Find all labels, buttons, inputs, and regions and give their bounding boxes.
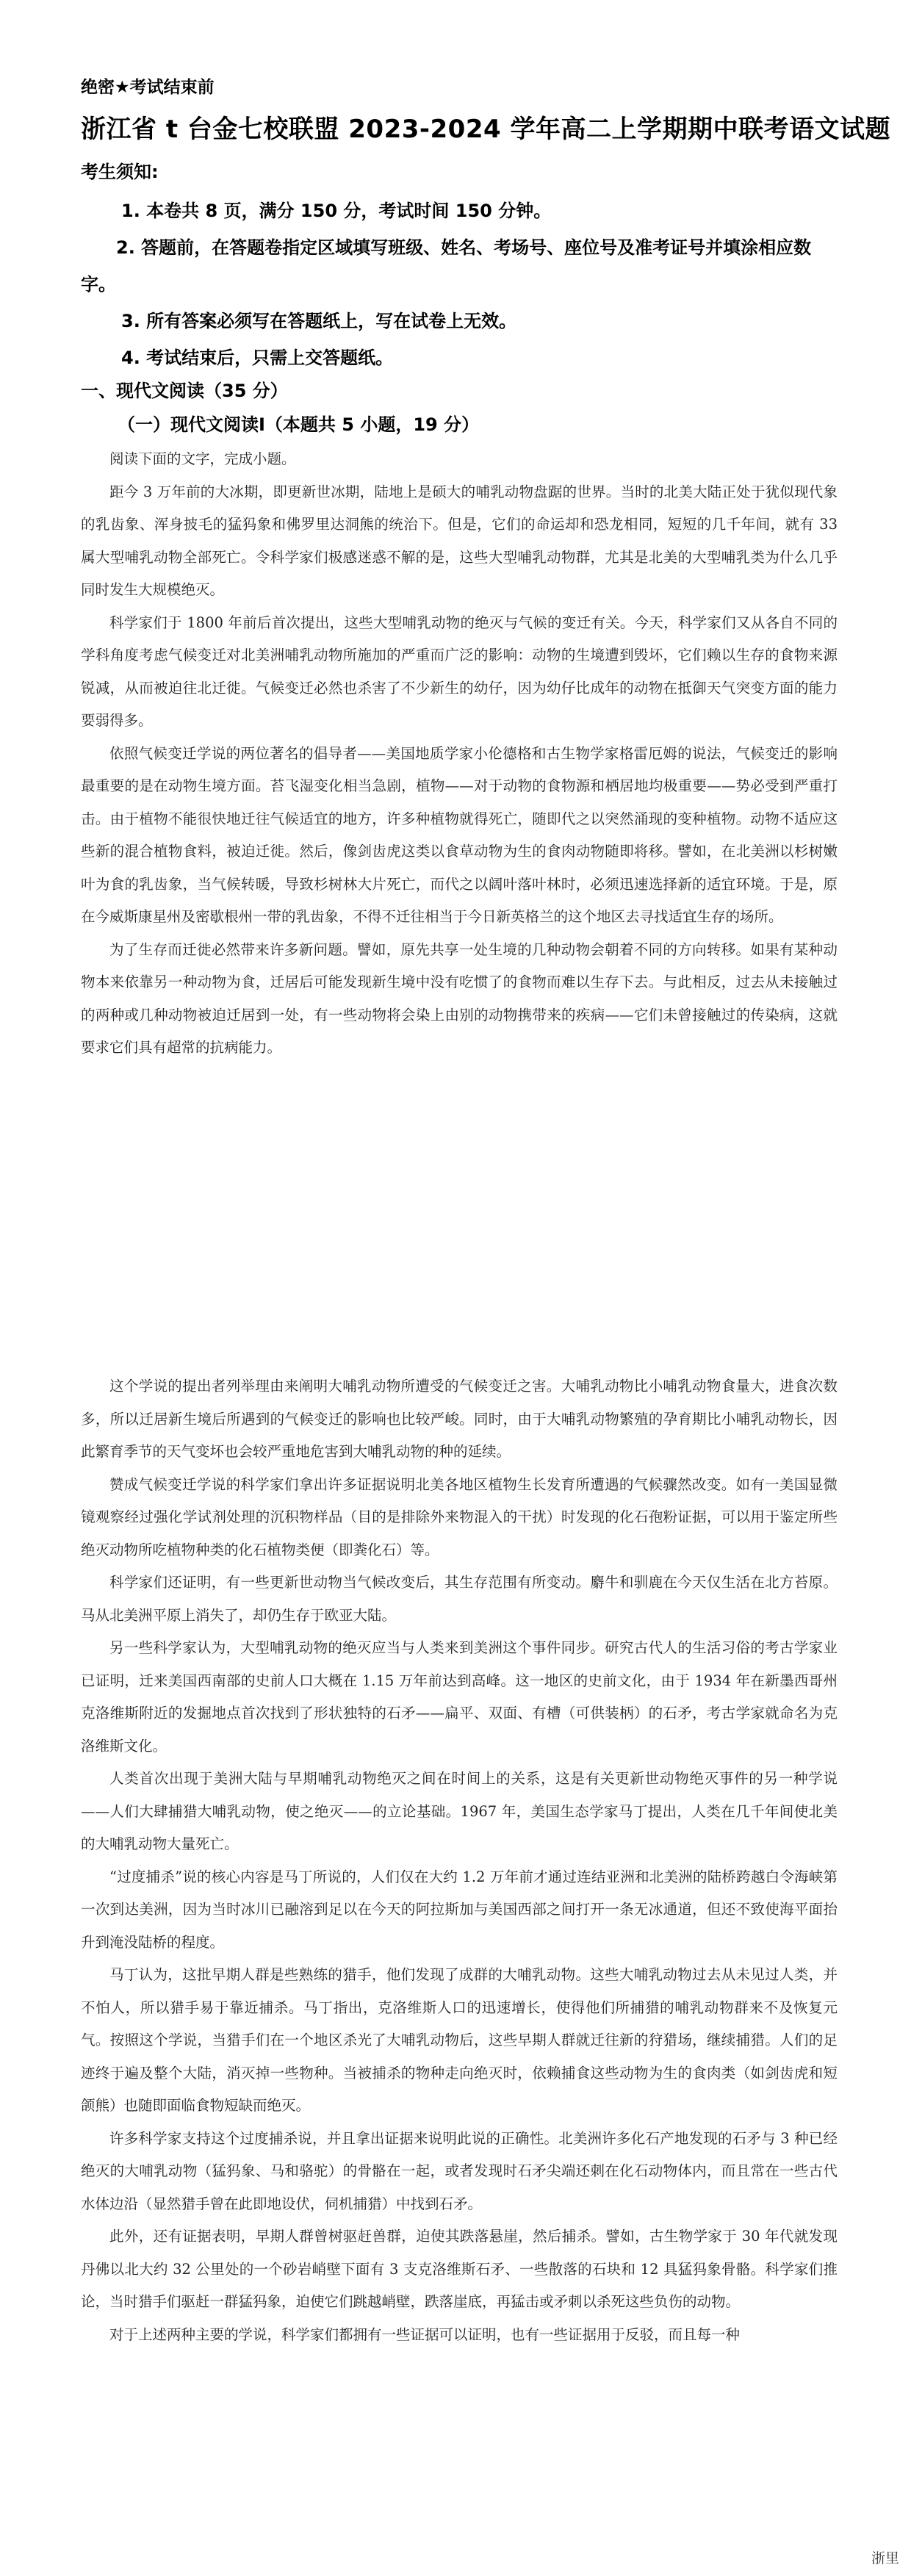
passage-paragraph: 依照气候变迁学说的两位著名的倡导者——美国地质学家小伦德格和古生物学家格雷厄姆的说法，气候变迁的影响最重要的是在动物生境方面。苔飞湿变化相当急剧，植物——对于动物的食物源和栖居地均极重要——势必受到严重打击。由于植物不能很快地迁往气候适宜的地方，许多种植物就得死亡，随即代之以突然涌现的变种植物。动物不适应这些新的混合植物食料，被迫迁徙。然后，像剑齿虎这类以食草动物为生的食肉动物随即将移。譬如，在北美洲以杉树嫩叶为食的乳齿象，当气候转暖，导致杉树林大片死亡，而代之以阔叶落叶林时，必须迅速选择新的适宜环境。于是，原在今威斯康星州及密歇根州一带的乳齿象，不得不迁往相当于今日新英格兰的这个地区去寻找适宜生存的场所。 (81, 744, 838, 925)
section-subheading: （一）现代文阅读Ⅰ（本题共 5 小题，19 分） (118, 414, 480, 435)
passage-part-2 (81, 1370, 838, 2351)
footer-watermark: 浙里 (871, 2550, 899, 2566)
notice-item: 2. 答题前，在答题卷指定区域填写班级、姓名、考场号、座位号及准考证号并填涂相应数字。 (81, 237, 812, 295)
passage-paragraph: 人类首次出现于美洲大陆与早期哺乳动物绝灭之间在时间上的关系，这是有关更新世动物绝灭事件的另一种学说——人们大肆捕猎大哺乳动物，使之绝灭——的立论基础。1967 年，美国生态学家马丁提出，人类在几千年间使北美的大哺乳动物大量死亡。 (81, 1770, 838, 1852)
passage-part-1 (81, 443, 838, 1065)
passage-paragraph: 科学家们还证明，有一些更新世动物当气候改变后，其生存范围有所变动。麝牛和驯鹿在今天仅生活在北方苔原。马从北美洲平原上消失了，却仍生存于欧亚大陆。 (81, 1574, 838, 1624)
notice-item: 1. 本卷共 8 页，满分 150 分，考试时间 150 分钟。 (121, 201, 552, 221)
passage-paragraph: 对于上述两种主要的学说，科学家们都拥有一些证据可以证明，也有一些证据用于反驳，而且每一种 (109, 2325, 741, 2343)
passage-paragraph: 为了生存而迁徙必然带来许多新问题。譬如，原先共享一处生境的几种动物会朝着不同的方向转移。如果有某种动物本来依靠另一种动物为食，迁居后可能发现新生境中没有吃惯了的食物而难以生存下去。与此相反，过去从未接触过的两种或几种动物被迫迁居到一处，有一些动物将会染上由别的动物携带来的疾病——它们未曾接触过的传染病，这就要求它们具有超常的抗病能力。 (81, 940, 838, 1056)
notice-item: 3. 所有答案必须写在答题纸上，写在试卷上无效。 (121, 311, 517, 331)
passage-paragraph: 这个学说的提出者列举理由来阐明大哺乳动物所遭受的气候变迁之害。大哺乳动物比小哺乳动物食量大，进食次数多，所以迁居新生境后所遇到的气候变迁的影响也比较严峻。同时，由于大哺乳动物繁殖的孕育期比小哺乳动物长，因此繁育季节的天气变坏也会较严重地危害到大哺乳动物的种的延续。 (81, 1378, 838, 1460)
notice-item: 4. 考试结束后，只需上交答题纸。 (121, 348, 394, 368)
passage-paragraph: 科学家们于 1800 年前后首次提出，这些大型哺乳动物的绝灭与气候的变迁有关。今天，科学家们又从各自不同的学科角度考虑气候变迁对北美洲哺乳动物所施加的严重而广泛的影响：动物的生境遭到毁坏，它们赖以生存的食物来源锐减，从而被迫往北迁徙。气候变迁必然也杀害了不少新生的幼仔，因为幼仔比成年的动物在抵御天气突变方面的能力要弱得多。 (81, 614, 838, 729)
exam-title: 浙江省 t 台金七校联盟 2023-2024 学年高二上学期期中联考语文试题 (81, 115, 890, 144)
passage-paragraph: 此外，还有证据表明，早期人群曾树驱赶兽群，迫使其跌落悬崖，然后捕杀。譬如，古生物学家于 30 年代就发现丹佛以北大约 32 公里处的一个砂岩峭壁下面有 3 支克洛维斯石矛、一些散落的石块和 12 具猛犸象骨骼。科学家们推论，当时猎手们驱赶一群猛犸象，迫使它们跳越峭壁，跌落崖底，再猛击或矛刺以杀死这些负伤的动物。 (81, 2228, 838, 2310)
passage-paragraph: 许多科学家支持这个过度捕杀说，并且拿出证据来说明此说的正确性。北美洲许多化石产地发现的石矛与 3 种已经绝灭的大哺乳动物（猛犸象、马和骆驼）的骨骼在一起，或者发现时石矛尖端还刺在化石动物体内，而且常在一些古代水体边沿（显然猎手曾在此即地设伏，伺机捕猎）中找到石矛。 (81, 2129, 838, 2212)
instruction-line: 阅读下面的文字，完成小题。 (109, 450, 296, 467)
passage-paragraph: 另一些科学家认为，大型哺乳动物的绝灭应当与人类来到美洲这个事件同步。研究古代人的生活习俗的考古学家业已证明，迁来美国西南部的史前人口大概在 1.15 万年前达到高峰。这一地区的史前文化，由于 1934 年在新墨西哥州克洛维斯附近的发掘地点首次找到了形状独特的石矛——扁平、双面、有槽（可供装柄）的石矛，考古学家就命名为克洛维斯文化。 (81, 1639, 838, 1755)
passage-paragraph: 马丁认为，这批早期人群是些熟练的猎手，他们发现了成群的大哺乳动物。这些大哺乳动物过去从未见过人类，并不怕人，所以猎手易于靠近捕杀。马丁指出，克洛维斯人口的迅速增长，使得他们所捕猎的哺乳动物群来不及恢复元气。按照这个学说，当猎手们在一个地区杀光了大哺乳动物后，这些早期人群就迁往新的狩猎场，继续捕猎。人们的足迹终于遍及整个大陆，消灭掉一些物种。当被捕杀的物种走向绝灭时，依赖捕食这些动物为生的食肉类（如剑齿虎和短颌熊）也随即面临食物短缺而绝灭。 (81, 1966, 838, 2114)
section-heading: 一、现代文阅读（35 分） (81, 381, 288, 401)
confidential-label: 绝密★考试结束前 (81, 78, 215, 97)
passage-paragraph: 距今 3 万年前的大冰期，即更新世冰期，陆地上是硕大的哺乳动物盘踞的世界。当时的北美大陆正处于犹似现代象的乳齿象、浑身披毛的猛犸象和佛罗里达洞熊的统治下。但是，它们的命运却和恐龙相同，短短的几千年间，就有 33 属大型哺乳动物全部死亡。令科学家们极感迷惑不解的是，这些大型哺乳动物群，尤其是北美的大型哺乳类为什么几乎同时发生大规模绝灭。 (81, 483, 838, 598)
passage-paragraph: 赞成气候变迁学说的科学家们拿出许多证据说明北美各地区植物生长发育所遭遇的气候骤然改变。如有一美国显微镜观察经过强化学试剂处理的沉积物样品（目的是排除外来物混入的干扰）时发现的化石孢粉证据，可以用于鉴定所些绝灭动物所吃植物种类的化石植物类便（即粪化石）等。 (81, 1475, 838, 1558)
notice-heading: 考生须知: (81, 162, 159, 182)
passage-paragraph: “过度捕杀”说的核心内容是马丁所说的，人们仅在大约 1.2 万年前才通过连结亚洲和北美洲的陆桥跨越白令海峡第一次到达美洲，因为当时冰川已融溶到足以在今天的阿拉斯加与美国西部之间打开一条无冰通道，但还不致使海平面抬升到淹没陆桥的程度。 (81, 1868, 838, 1951)
